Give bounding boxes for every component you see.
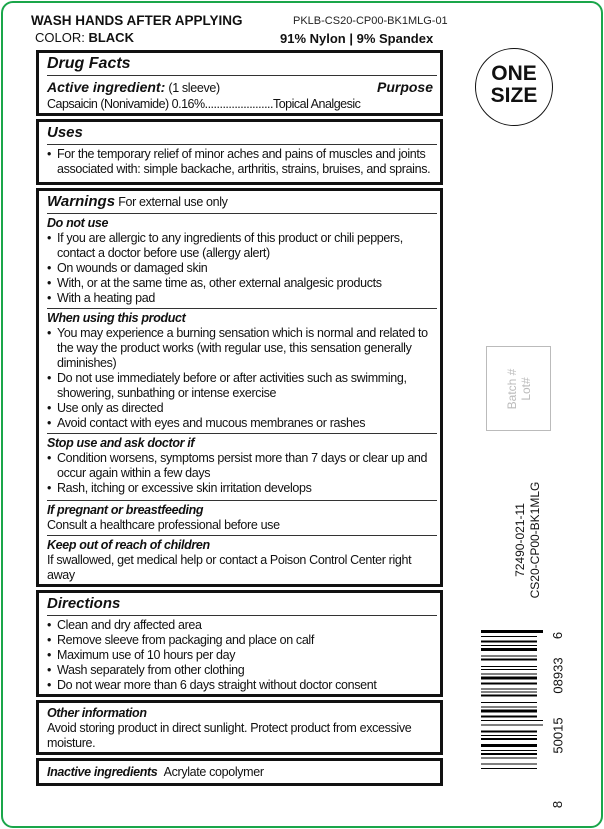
warnings-section xyxy=(36,188,443,587)
barcode-bar xyxy=(481,683,537,685)
barcode-bar xyxy=(481,720,543,721)
uses-section xyxy=(36,119,443,185)
list-item: • Wash separately from other clothing xyxy=(47,663,433,678)
directions-title: Directions xyxy=(47,595,121,612)
warnings-title: Warnings xyxy=(47,193,116,210)
wash-hands-warning: WASH HANDS AFTER APPLYING xyxy=(31,13,243,28)
list-item: • Remove sleeve from packaging and place on calf xyxy=(47,633,433,648)
drug-facts-section xyxy=(36,50,443,116)
list-item: • Maximum use of 10 hours per day xyxy=(47,648,433,663)
barcode-bar xyxy=(481,731,537,733)
ingredient-line: Capsaicin (Nonivamide) 0.16%.......................Topical Analgesic xyxy=(47,97,361,111)
barcode-bar xyxy=(481,750,537,751)
divider xyxy=(47,308,437,309)
barcode-bar xyxy=(481,666,537,667)
barcode-bar xyxy=(481,641,537,643)
color-value: BLACK xyxy=(88,30,134,45)
batch-label: Batch # xyxy=(504,368,519,409)
barcode-bar xyxy=(481,692,537,693)
divider xyxy=(47,433,437,434)
barcode-bar xyxy=(481,710,537,713)
barcode-bar xyxy=(481,744,537,747)
product-codes xyxy=(503,470,553,610)
one-size-badge xyxy=(475,48,553,126)
barcode-digit: 50015 xyxy=(550,717,566,754)
barcode-bar xyxy=(481,656,537,657)
directions-section xyxy=(36,590,443,697)
divider xyxy=(47,615,437,616)
pregnant-title: If pregnant or breastfeeding xyxy=(47,503,204,517)
purpose-label: Purpose xyxy=(376,79,433,95)
list-item: • Use only as directed xyxy=(47,401,433,416)
list-item: • You may experience a burning sensation which is normal and related to the way the product works (with regular use, this sensation generally diminishes) xyxy=(47,326,433,371)
inactive-title: Inactive ingredients xyxy=(47,765,158,779)
lot-label: Lot# xyxy=(518,376,533,401)
divider xyxy=(47,535,437,536)
barcode-bar xyxy=(481,659,537,661)
warnings-subtitle: For external use only xyxy=(118,195,228,209)
barcode-bar xyxy=(481,764,537,765)
inactive-section xyxy=(36,758,443,786)
barcode-bar xyxy=(481,702,537,703)
barcode-bar xyxy=(481,648,537,651)
do-not-use-title: Do not use xyxy=(47,216,109,230)
list-item: • Do not wear more than 6 days straight without doctor consent xyxy=(47,678,433,693)
list-item: • Clean and dry affected area xyxy=(47,618,433,633)
barcode-bar xyxy=(481,753,537,755)
active-ingredient-label: Active ingredient: xyxy=(47,79,166,95)
inactive-text: Acrylate copolymer xyxy=(163,765,264,779)
list-item: • Avoid contact with eyes and mucous membranes or rashes xyxy=(47,416,433,431)
batch-lot-box xyxy=(486,346,551,431)
divider xyxy=(47,213,437,214)
barcode-digit: 8 xyxy=(550,800,566,809)
barcode-bar xyxy=(481,636,537,637)
divider xyxy=(47,75,437,76)
drug-facts-panel xyxy=(36,50,443,786)
barcode-bar xyxy=(481,669,537,670)
barcode-bar xyxy=(481,735,537,736)
active-qty: (1 sleeve) xyxy=(168,81,220,95)
ndc-code: 72490-021-11 xyxy=(513,503,527,577)
other-info-text: Avoid storing product in direct sunlight. Protect product from excessive moisture. xyxy=(47,721,412,750)
other-info-title: Other information xyxy=(47,706,147,720)
barcode-bar xyxy=(481,716,537,718)
fabric-content: 91% Nylon | 9% Spandex xyxy=(280,31,434,46)
other-info-section xyxy=(36,700,443,755)
barcode-bar xyxy=(481,689,537,690)
list-item: • For the temporary relief of minor aches and pains of muscles and joints associated with: simple backache, arthritis, strains, bruises, and sprains. xyxy=(47,147,433,177)
barcode-bar xyxy=(481,674,537,675)
list-item: • With, or at the same time as, other external analgesic products xyxy=(47,276,433,291)
stop-use-title: Stop use and ask doctor if xyxy=(47,436,195,450)
list-item: • Condition worsens, symptoms persist more than 7 days or clear up and occur again within a few days xyxy=(47,451,433,481)
barcode-bar xyxy=(481,695,537,697)
color-label: COLOR: xyxy=(35,30,85,45)
children-title: Keep out of reach of children xyxy=(47,538,210,552)
barcode-bar xyxy=(481,738,537,740)
barcode-bar xyxy=(481,630,543,633)
divider xyxy=(47,144,437,145)
sku: PKLB-CS20-CP00-BK1MLG-01 xyxy=(293,15,448,27)
product-code: CS20-CP00-BK1MLG xyxy=(528,481,542,599)
children-text: If swallowed, get medical help or contact a Poison Control Center right away xyxy=(47,553,412,582)
when-using-title: When using this product xyxy=(47,311,186,325)
list-item: • If you are allergic to any ingredients of this product or chili peppers, contact a doctor before use (allergy alert) xyxy=(47,231,433,261)
size-line: ONE xyxy=(491,62,537,85)
divider xyxy=(47,500,437,501)
barcode-bar xyxy=(481,768,537,769)
drug-facts-title: Drug Facts xyxy=(47,55,131,72)
barcode-bar xyxy=(481,677,537,680)
barcode-bar xyxy=(481,758,537,759)
list-item: • Do not use immediately before or after activities such as swimming, showering, sunbathing or intense exercise xyxy=(47,371,433,401)
barcode-bar xyxy=(481,645,537,646)
uses-title: Uses xyxy=(47,124,83,141)
size-line: SIZE xyxy=(490,84,538,107)
color-line xyxy=(35,30,134,45)
barcode-bar xyxy=(481,725,543,726)
list-item: • On wounds or damaged skin xyxy=(47,261,433,276)
barcode-digit: 6 xyxy=(550,631,566,640)
pregnant-text: Consult a healthcare professional before use xyxy=(47,518,280,532)
barcode xyxy=(481,630,561,815)
list-item: • With a heating pad xyxy=(47,291,433,306)
barcode-digit: 08933 xyxy=(550,657,566,694)
list-item: • Rash, itching or excessive skin irritation develops xyxy=(47,481,433,496)
barcode-bar xyxy=(481,707,537,708)
